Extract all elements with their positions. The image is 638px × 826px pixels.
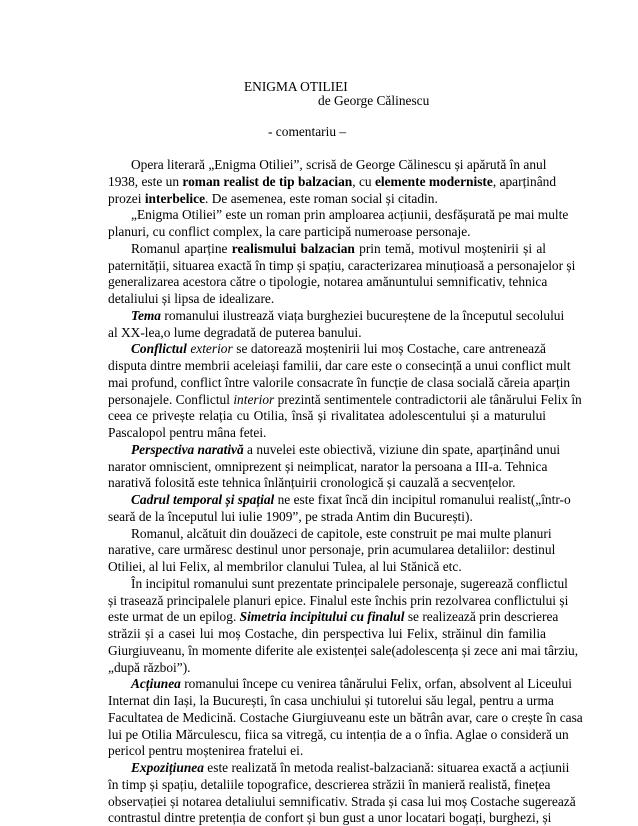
text-line bbox=[131, 156, 546, 173]
text-run: detaliului și lipsa de idealizare. bbox=[108, 291, 275, 306]
text-run: Opera literară „Enigma Otiliei”, scrisă de George Călinescu și apărută în anul bbox=[131, 157, 547, 172]
text-line bbox=[131, 525, 552, 542]
text-line bbox=[108, 793, 576, 810]
text-run: seară de la începutul lui iulie 1909”, pe strada Antim din București). bbox=[108, 508, 473, 524]
text-line bbox=[108, 273, 546, 290]
text-run: Internat din Iași, la București, în casa unchiului și tutorelui său legal, pentru a urma bbox=[108, 693, 554, 708]
text-line bbox=[108, 592, 569, 609]
text-line bbox=[108, 608, 559, 625]
text-run: pericol pentru moștenirea fratelui ei. bbox=[108, 743, 304, 759]
text-run: Romanul aparține bbox=[131, 240, 232, 256]
text-run: personajele. Conflictul bbox=[108, 391, 234, 407]
text-line bbox=[131, 441, 561, 458]
text-run: Otiliei, al lui Felix, al membrilor clanului Tulea, al lui Stănică etc. bbox=[108, 559, 462, 574]
text-run: ne este fixat încă din incipitul romanului realist(„într-o bbox=[274, 492, 571, 507]
bold-italic-term: Acțiunea bbox=[131, 676, 181, 692]
text-run: lui pe Otilia Mărculescu, fiica sa vitregă, cu intenția de a o înfia. Aglae o consideră un bbox=[108, 726, 569, 742]
text-line bbox=[108, 257, 576, 274]
text-run: narative, care urmăresc destinul unor personaje, prin acumularea detaliilor: destinul bbox=[108, 542, 556, 558]
text-run: ceea ce privește relația cu Otilia, însă și rivalitatea adolescentului și a maturului bbox=[108, 408, 546, 424]
text-line bbox=[108, 726, 569, 743]
text-line bbox=[108, 809, 552, 826]
bold-italic-term: Simetria incipitului cu finalul bbox=[239, 609, 405, 625]
text-line bbox=[108, 374, 571, 391]
text-run: romanului începe cu venirea tânărului Felix, orfan, absolvent al Liceului bbox=[180, 676, 573, 692]
text-line bbox=[108, 223, 546, 240]
bold-italic-term: Perspectiva narativă bbox=[131, 441, 244, 457]
bold-term: elemente moderniste bbox=[374, 173, 493, 189]
text-line bbox=[108, 541, 556, 558]
text-run: prin temă, motivul moștenirii și al bbox=[354, 240, 547, 256]
text-line bbox=[108, 324, 546, 341]
text-run: este urmat de un epilog. bbox=[108, 609, 240, 625]
text-run: mai profund, conflict între valorile consacrate în funcție de clasa socială căreia aparțin bbox=[108, 374, 571, 390]
text-line bbox=[108, 625, 546, 642]
text-run: și trasează principalele planuri epice. Finalul este închis prin rezolvarea conflictului și bbox=[108, 592, 569, 608]
italic-term: interior bbox=[233, 391, 275, 407]
text-line bbox=[108, 391, 582, 408]
text-run: planuri, cu conflict complex, la care participă numeroase personaje. bbox=[108, 224, 471, 239]
text-line bbox=[131, 307, 565, 324]
text-line bbox=[108, 407, 546, 424]
text-run: observației și notarea detaliului semnificativ. Strada și casa lui moș Costache sugerează bbox=[108, 793, 576, 809]
text-line bbox=[108, 709, 583, 726]
text-line bbox=[108, 190, 546, 207]
document-author: de George Călinescu bbox=[318, 93, 430, 108]
text-line bbox=[108, 458, 546, 475]
text-run: în timp și spațiu, detaliile topografice, descrierea străzii în manieră realistă, finețea bbox=[108, 776, 551, 792]
text-run: Facultatea de Medicină. Costache Giurgiuveanu este un bătrân avar, care o crește în casa bbox=[108, 709, 583, 725]
text-run: romanului ilustrează viața burgheziei bucureștene de la începutul secolului bbox=[161, 307, 565, 323]
text-line bbox=[131, 206, 569, 223]
text-run: a nuvelei este obiectivă, viziune din spate, aparținând unui bbox=[243, 441, 561, 457]
text-run: disputa dintre membrii aceleiași familii, dar care este o consecință a unui conflict mult bbox=[108, 358, 571, 373]
text-line bbox=[108, 659, 546, 676]
text-run: narativă folosită este tehnica înlănțuirii cronologică și cauzală a secvențelor. bbox=[108, 475, 516, 491]
text-line bbox=[108, 357, 571, 374]
text-line bbox=[108, 642, 579, 659]
text-line bbox=[108, 558, 546, 575]
text-run: , aparținând bbox=[492, 173, 557, 189]
bold-italic-term: Tema bbox=[131, 307, 162, 323]
text-run: se realizează prin descrierea bbox=[404, 609, 559, 625]
bold-italic-term: Expozițiunea bbox=[131, 760, 204, 775]
text-run: narator omniscient, omniprezent și neimplicat, narator la persoana a III-a. Tehnica bbox=[108, 458, 548, 474]
text-line bbox=[108, 474, 546, 491]
text-line bbox=[131, 759, 570, 776]
bold-italic-term: Cadrul temporal și spațial bbox=[131, 492, 275, 507]
text-run: se datorează moștenirii lui moș Costache, care antrenează bbox=[232, 341, 546, 357]
text-line bbox=[131, 240, 546, 257]
text-run: În incipitul romanului sunt prezentate principalele personaje, sugerează conflictul bbox=[131, 575, 568, 591]
text-run: „după război”). bbox=[108, 659, 191, 675]
text-run: este realizată în metoda realist-balzaciană: situarea exactă a acțiunii bbox=[203, 760, 570, 775]
text-run: . De asemenea, este roman social și citadin. bbox=[205, 190, 438, 206]
bold-term: roman realist de tip balzacian bbox=[182, 173, 353, 189]
text-run: prezintă sentimentele contradictorii ale tânărului Felix în bbox=[274, 391, 582, 407]
text-line bbox=[131, 340, 546, 357]
text-run: „Enigma Otiliei” este un roman prin amploarea acțiunii, desfășurată pe mai multe bbox=[131, 207, 569, 223]
text-line bbox=[108, 173, 557, 190]
text-run: paternității, situarea exactă în timp și spațiu, caracterizarea minuțioasă a personajelor și bbox=[108, 257, 576, 273]
text-run: Giurgiuveanu, în momente diferite ale existenței sale(adolescența și zece ani mai târziu, bbox=[108, 642, 579, 658]
text-run: al XX-lea,o lume degradată de puterea banului. bbox=[108, 324, 362, 340]
text-run: Romanul, alcătuit din douăzeci de capitole, este construit pe mai multe planuri bbox=[131, 525, 552, 541]
text-run: 1938, este un bbox=[108, 173, 183, 189]
text-run: Pascalopol pentru mâna fetei. bbox=[108, 425, 267, 440]
text-line bbox=[131, 491, 571, 508]
text-line bbox=[131, 675, 573, 692]
text-line bbox=[108, 290, 546, 307]
text-run: generalizarea acestora către o tipologie, notarea amănuntului semnificativ, tehnica bbox=[108, 274, 548, 290]
bold-term: interbelice bbox=[144, 190, 206, 206]
text-run: contrastul dintre pretenția de confort și bun gust a unor locatari bogați, burghezi, și bbox=[108, 810, 552, 826]
text-line bbox=[108, 692, 554, 709]
italic-term: exterior bbox=[190, 341, 233, 357]
text-run: prozei bbox=[108, 190, 145, 206]
text-line bbox=[131, 575, 568, 592]
text-line bbox=[108, 776, 551, 793]
text-line bbox=[108, 424, 546, 441]
text-run: străzii și a casei lui moș Costache, din perspectiva lui Felix, străinul din familia bbox=[108, 626, 546, 641]
document-title: ENIGMA OTILIEI bbox=[244, 79, 348, 94]
text-run: , cu bbox=[352, 173, 375, 189]
text-line bbox=[108, 508, 546, 525]
bold-italic-term: Conflictul bbox=[131, 341, 187, 357]
text-line bbox=[108, 742, 546, 759]
bold-term: realismului balzacian bbox=[231, 240, 355, 256]
document-subtitle: - comentariu – bbox=[268, 124, 347, 139]
